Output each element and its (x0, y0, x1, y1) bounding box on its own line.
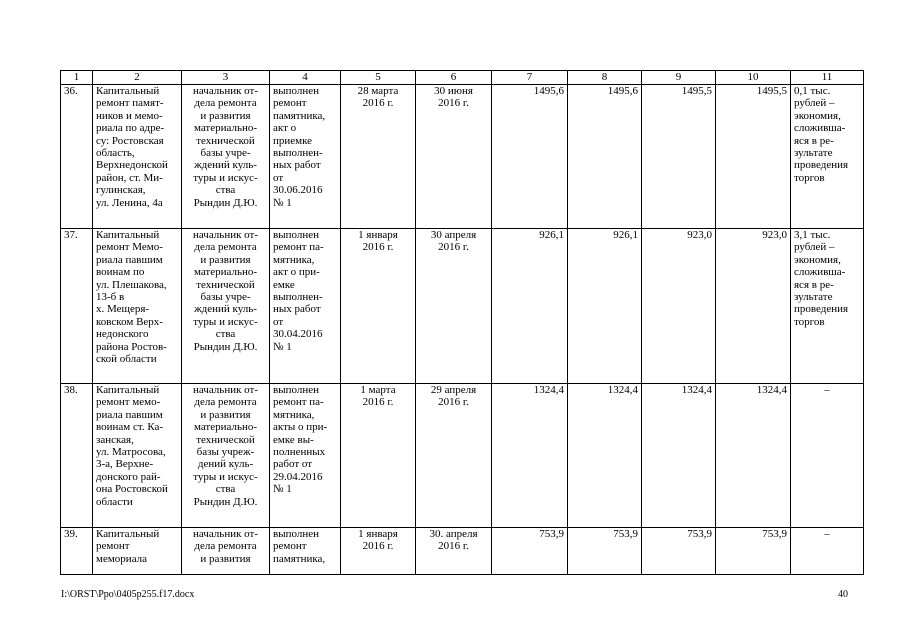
col-header-2: 2 (93, 71, 182, 85)
note: 3,1 тыс. рублей – экономия, сложивша- яся в ре- зультате проведения торгов (791, 229, 864, 384)
responsible-person: начальник от- дела ремонта и развития материально- технической базы учре- ждений куль- туры и искус- ства Рындин Д.Ю. (182, 85, 270, 229)
responsible-person: начальник от- дела ремонта и развития материально- технической базы учре- ждений куль- туры и искус- ства Рындин Д.Ю. (182, 229, 270, 384)
table-row (61, 85, 864, 229)
value-col-9: 1495,5 (642, 85, 716, 229)
value-col-10: 1324,4 (716, 384, 791, 528)
col-header-9: 9 (642, 71, 716, 85)
activity-name: Капитальный ремонт Мемо- риала павшим воинам по ул. Плешакова, 13-б в х. Мещеря- ковском Верх- недонского района Ростов- ской области (93, 229, 182, 384)
value-col-7: 753,9 (492, 528, 568, 575)
value-col-7: 926,1 (492, 229, 568, 384)
responsible-person: начальник от- дела ремонта и развития материально- технической базы учреж- дений куль- туры и искус- ства Рындин Д.Ю. (182, 384, 270, 528)
note: – (791, 528, 864, 575)
col-header-5: 5 (341, 71, 416, 85)
row-number: 39. (61, 528, 93, 575)
note: – (791, 384, 864, 528)
col-header-7: 7 (492, 71, 568, 85)
result-description: выполнен ремонт па- мятника, акт о при- емке выполнен- ных работ от 30.04.2016 № 1 (270, 229, 341, 384)
value-col-7: 1324,4 (492, 384, 568, 528)
col-header-4: 4 (270, 71, 341, 85)
end-date: 30 июня 2016 г. (416, 85, 492, 229)
row-number: 36. (61, 85, 93, 229)
result-description: выполнен ремонт памятника, акт о приемке выполнен- ных работ от 30.06.2016 № 1 (270, 85, 341, 229)
col-header-6: 6 (416, 71, 492, 85)
table-row (61, 384, 864, 528)
result-description: выполнен ремонт памятника, (270, 528, 341, 575)
value-col-9: 923,0 (642, 229, 716, 384)
start-date: 1 января 2016 г. (341, 229, 416, 384)
col-header-11: 11 (791, 71, 864, 85)
footer-page-number: 40 (838, 589, 848, 600)
responsible-person: начальник от- дела ремонта и развития (182, 528, 270, 575)
value-col-8: 1324,4 (568, 384, 642, 528)
table-row (61, 528, 864, 575)
value-col-8: 926,1 (568, 229, 642, 384)
value-col-10: 1495,5 (716, 85, 791, 229)
activity-name: Капитальный ремонт мемориала (93, 528, 182, 575)
start-date: 1 марта 2016 г. (341, 384, 416, 528)
col-header-3: 3 (182, 71, 270, 85)
row-number: 38. (61, 384, 93, 528)
footer-file-path: I:\ORST\Ppo\0405p255.f17.docx (61, 589, 195, 600)
value-col-7: 1495,6 (492, 85, 568, 229)
value-col-9: 753,9 (642, 528, 716, 575)
start-date: 28 марта 2016 г. (341, 85, 416, 229)
result-description: выполнен ремонт па- мятника, акты о при- емке вы- полненных работ от 29.04.2016 № 1 (270, 384, 341, 528)
value-col-10: 753,9 (716, 528, 791, 575)
col-header-1: 1 (61, 71, 93, 85)
end-date: 30 апреля 2016 г. (416, 229, 492, 384)
value-col-10: 923,0 (716, 229, 791, 384)
start-date: 1 января 2016 г. (341, 528, 416, 575)
row-number: 37. (61, 229, 93, 384)
activity-name: Капитальный ремонт памят- ников и мемо- риала по адре- су: Ростовская область, Верхнедонской район, ст. Ми- гулинская, ул. Ленина, 4а (93, 85, 182, 229)
end-date: 30. апреля 2016 г. (416, 528, 492, 575)
table-row (61, 229, 864, 384)
value-col-8: 1495,6 (568, 85, 642, 229)
activity-name: Капитальный ремонт мемо- риала павшим воинам ст. Ка- занская, ул. Матросова, 3-а, Верхне- донского рай- она Ростовской области (93, 384, 182, 528)
value-col-8: 753,9 (568, 528, 642, 575)
note: 0,1 тыс. рублей – экономия, сложивша- яся в ре- зультате проведения торгов (791, 85, 864, 229)
col-header-10: 10 (716, 71, 791, 85)
col-header-8: 8 (568, 71, 642, 85)
value-col-9: 1324,4 (642, 384, 716, 528)
column-number-row (61, 71, 864, 85)
end-date: 29 апреля 2016 г. (416, 384, 492, 528)
activities-table (60, 70, 864, 575)
